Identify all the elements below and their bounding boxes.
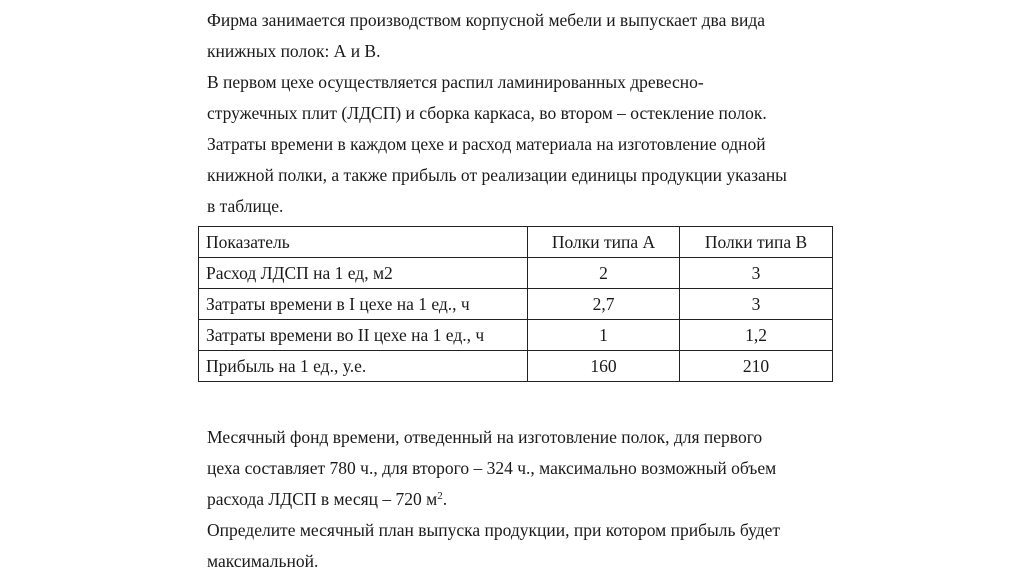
problem-statement	[207, 5, 847, 222]
text-line: цеха составляет 780 ч., для второго – 324 ч., максимально возможный объем	[207, 458, 777, 478]
table-row	[199, 258, 833, 289]
cell-shelf-a: 160	[528, 351, 680, 382]
cell-shelf-b: 3	[680, 258, 833, 289]
text-line: книжных полок: А и В.	[207, 41, 381, 61]
text-fragment: расхода ЛДСП в месяц – 720 м	[207, 489, 438, 509]
data-table	[198, 226, 833, 382]
table-row	[199, 351, 833, 382]
text-line: стружечных плит (ЛДСП) и сборка каркаса, во втором – остекление полок.	[207, 103, 767, 123]
header-indicator: Показатель	[199, 227, 528, 258]
text-line: Определите месячный план выпуска продукции, при котором прибыль будет	[207, 520, 781, 540]
text-line	[207, 484, 847, 515]
header-shelf-a: Полки типа А	[528, 227, 680, 258]
table-header-row	[199, 227, 833, 258]
cell-shelf-b: 3	[680, 289, 833, 320]
cell-shelf-b: 1,2	[680, 320, 833, 351]
text-line: Затраты времени в каждом цехе и расход материала на изготовление одной	[207, 134, 766, 154]
text-line: Месячный фонд времени, отведенный на изготовление полок, для первого	[207, 427, 763, 447]
text-line: в таблице.	[207, 196, 284, 216]
cell-shelf-a: 2,7	[528, 289, 680, 320]
cell-shelf-a: 2	[528, 258, 680, 289]
text-line: В первом цехе осуществляется распил ламинированных древесно-	[207, 72, 704, 92]
cell-shelf-b: 210	[680, 351, 833, 382]
superscript: 2	[437, 490, 443, 502]
text-line: Фирма занимается производством корпусной мебели и выпускает два вида	[207, 10, 766, 30]
row-label: Прибыль на 1 ед., у.е.	[199, 351, 528, 382]
row-label: Затраты времени во II цехе на 1 ед., ч	[199, 320, 528, 351]
text-fragment: .	[442, 489, 448, 509]
table-row	[199, 289, 833, 320]
cell-shelf-a: 1	[528, 320, 680, 351]
header-shelf-b: Полки типа В	[680, 227, 833, 258]
table-row	[199, 320, 833, 351]
row-label: Затраты времени в I цехе на 1 ед., ч	[199, 289, 528, 320]
text-line: книжной полки, а также прибыль от реализации единицы продукции указаны	[207, 165, 787, 185]
text-line: максимальной.	[207, 551, 319, 571]
problem-conditions	[207, 422, 847, 577]
row-label: Расход ЛДСП на 1 ед, м2	[199, 258, 528, 289]
